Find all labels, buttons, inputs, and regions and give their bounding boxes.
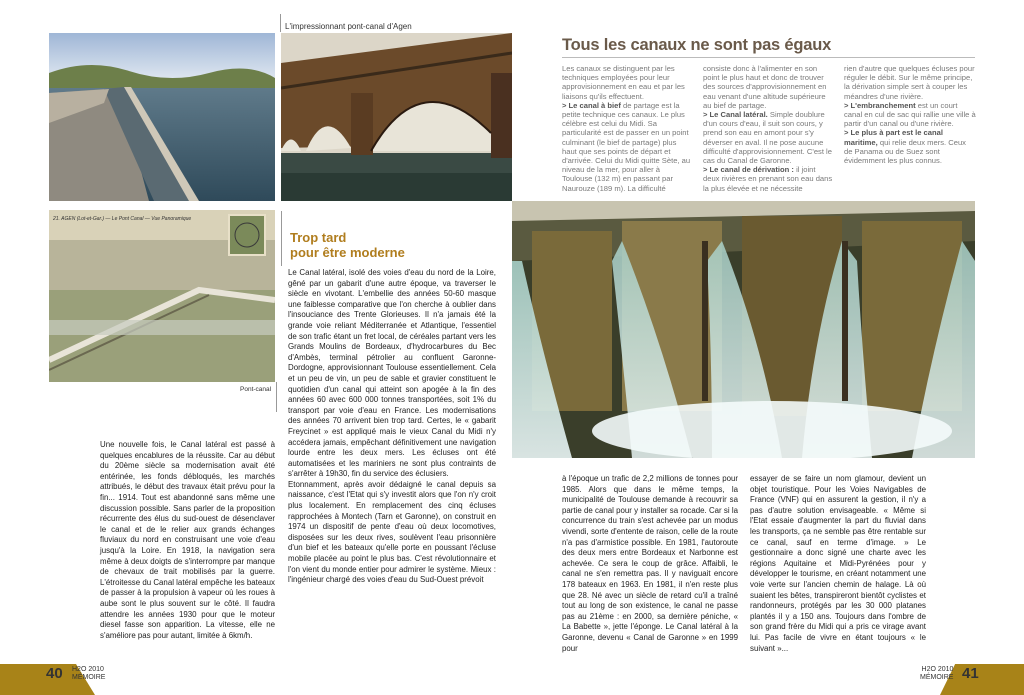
running-title: L'impressionnant pont-canal d'Agen: [285, 22, 412, 31]
vintage-postcard: [49, 210, 275, 382]
divider: [276, 382, 277, 412]
magazine-label-right: H2O 2010 MÉMOIRE: [920, 666, 954, 681]
list-item: > Le canal à bief de partage est la petite technique ces canaux. Le plus célèbre est celui du Midi. Sa particularité est de passer en un point culminant (le bief de partage) plus haut que ses points de départ et d'arrivée. Celui du Midi quitte Sète, au niveau de la mer, pour aller à Toulouse (132 m) en passant par Naurouze (189 m). La difficulté: [562, 100, 691, 193]
paragraph: Etonnamment, après avoir dédaigné le canal depuis sa naissance, c'est l'Etat qui s'y investit alors que l'on n'y croit plus localement. En remplacement des cinq écluses rapprochées à Montech (Tarn et Garonne), on construit en 1974 un dispositif de pente d'eau où deux locomotives, disposées sur les deux rives, soulèvent l'eau prisonnière d'un bief et les bateaux qu'elle porte en poussant l'écluse mobile placée au point le plus bas. C'est révolutionnaire et l'on vient du monde entier pour admirer le système. Mieux : l'ingénieur chargé des voies d'eau du Sud-Ouest prévoit: [288, 479, 496, 585]
text-column-3: [844, 64, 976, 165]
section-title: Tous les canaux ne sont pas égaux: [562, 36, 832, 54]
list-item: > Le Canal latéral. Simple doublure d'un cours d'eau, il suit son cours, y prend son eau en amont pour s'y déverser en aval. Il ne pose aucune difficulté d'approvisionnement. C'est le cas du Canal de Garonne.: [703, 110, 832, 166]
list-item: > L'embranchement est un court canal en cul de sac qui rallie une ville à partir d'un canal ou d'une rivière.: [844, 100, 976, 129]
title-rule: [562, 57, 975, 58]
article-column-right-2: [750, 474, 926, 654]
paragraph: consiste donc à l'alimenter en son point le plus haut et donc de trouver des sources d'approvisionnement en eau venant d'une altitude supérieure au bief de partage.: [703, 64, 827, 110]
postcard-caption: 21. AGEN (Lot-et-Gar.) — Le Pont Canal — Vue Panoramique: [53, 216, 192, 222]
article-column-middle: [288, 268, 496, 586]
divider: [280, 14, 281, 32]
article-column-left: [100, 440, 275, 641]
section-heading: Trop tard pour être moderne: [290, 230, 405, 260]
photo-canal-aqueduct: [49, 33, 275, 201]
divider: [281, 211, 282, 266]
list-item: > Le canal de dérivation : il joint deux rivières en prenant son eau dans la plus élevée et ne nécessite: [703, 165, 833, 193]
photo-bridge-arches: [281, 33, 512, 201]
list-item: > Le plus à part est le canal maritime, qui relie deux mers. Ceux de Panama ou de Suez sont évidemment les plus connus.: [844, 128, 966, 166]
page-number-right: 41: [962, 665, 979, 682]
paragraph: rien d'autre que quelques écluses pour réguler le débit. Sur le même principe, la dérivation simple sert à couper les méandres d'une rivière.: [844, 64, 975, 101]
article-column-right-1: [562, 474, 738, 654]
paragraph: Une nouvelle fois, le Canal latéral est passé à quelques encablures de la réussite. Car au début du 20ème siècle sa modernisation avait été entérinée, les fonds débloqués, les marchés attribués, le début des travaux était prévu pour la fin... 1914. Tout est abandonné sans même une discussion possible. Sans parler de la proposition récurrente des élus du sud-ouest de désenclaver le canal et de le relier aux grands échanges fluviaux du nord en construisant une voie d'eau jusqu'à la Loire. En 1918, la navigation sera même à deux doigts de s'interrompre par manque de chevaux de trait mobilisés par la guerre. L'étroitesse du Canal latéral empêche les bateaux de passer à la propulsion à vapeur où les roues à aube sont le plus souvent sur le côté. Il faudra attendre les années 1930 pour que le moteur diesel fasse son apparition. La vitesse, elle ne s'améliore pas pour autant, limitée à 6km/h.: [100, 440, 275, 640]
paragraph: Le Canal latéral, isolé des voies d'eau du nord de la Loire, gêné par un gabarit d'une autre époque, va traverser le siècle en vivotant. L'embellie des années 50-60 masque une faiblesse comparative que l'on cherche à oublier dans l'insouciance des Trente Glorieuses. Il n'a jamais été la grande voie reliant Méditerranée et Atlantique, l'essentiel de son trafic étant un fret local, de céréales partant vers les Grands Moulins de Bordeaux, d'hydrocarbures du Bec d'Ambès, terminal pétrolier au confluent Garonne-Dordogne, approvisionnant Toulouse essentiellement. Cela et un peu de vin, un peu de sable et gravier constituent le quotidien d'un canal qui atteint son apogée à la fin des années 60 avec 600 000 tonnes transportées, soit 1% du transport par voie d'eau en France. Les modernisations des années 70 arrivent bien trop tard. Certes, le « gabarit Freycinet » est appliqué mais le vieux Canal du Midi n'y accédera jamais, empêchant définitivement une navigation lourde entre les deux mers. Les écluses ont été automatisées et les mariniers ne sont plus contraints de s'arrêter à 19h30, fin du service des éclusiers.: [288, 268, 496, 479]
page-number-left: 40: [46, 665, 63, 682]
photo-caption: Pont-canal: [240, 386, 272, 393]
text-column-2: [703, 64, 833, 193]
magazine-label-left: H2O 2010 MÉMOIRE: [72, 666, 106, 681]
photo-lock-gates-water: [512, 201, 975, 458]
paragraph: essayer de se faire un nom glamour, devient un objet touristique. Pour les Voies Navigables de France (VNF) qui en assurent la gestion, il n'y a pas d'autre solution envisageable. « Même si l'Etat essaie d'augmenter la part du fluvial dans les transports, ça ne semble pas être rentable sur ce canal, sauf en terme d'image. » Le gestionnaire a donc signé une charte avec les régions Aquitaine et Midi-Pyrénées pour y développer le tourisme, en créant notamment une voie verte sur l'ancien chemin de halage. Là où suaient les bêtes, transpireront bientôt cyclistes et randonneurs, protégés par les 30 000 platanes plantés il y a 150 ans. Toujours dans l'ombre de son grand frère du Midi qui a pris ce virage avant lui. Pas facile de vivre en étant toujours « le suivant »...: [750, 474, 926, 653]
paragraph: à l'époque un trafic de 2,2 millions de tonnes pour 1985. Alors que dans le même temps, la municipalité de Toulouse demande à recouvrir sa partie de canal pour y installer sa rocade. Car si la concurrence du train s'est achevée par un modus vivendi, sorte d'entente de raison, celle de la route n'a pas d'armistice possible. En 1981, l'autoroute des deux mers entre Bordeaux et Narbonne est achevée. Ce sera le coup de grâce. Affaibli, le canal ne s'en remettra pas. Il y naviguait encore 178 bateaux en 1963. En 1981, il n'en reste plus que 28. Né avec un siècle de retard cu'il a traîné tout au long de son existence, le canal ne passe pas au 21ème : en 2000, sa dernière péniche, « La Babette », jette l'éponge. Le Canal latéral à la Garonne, devenu « Canal de Garonne » en 1999 pour: [562, 474, 738, 653]
text-column-1: [562, 64, 692, 193]
paragraph: Les canaux se distinguent par les techniques employées pour leur approvisionnement en eau et par les liaisons qu'ils effectuent.: [562, 64, 685, 101]
